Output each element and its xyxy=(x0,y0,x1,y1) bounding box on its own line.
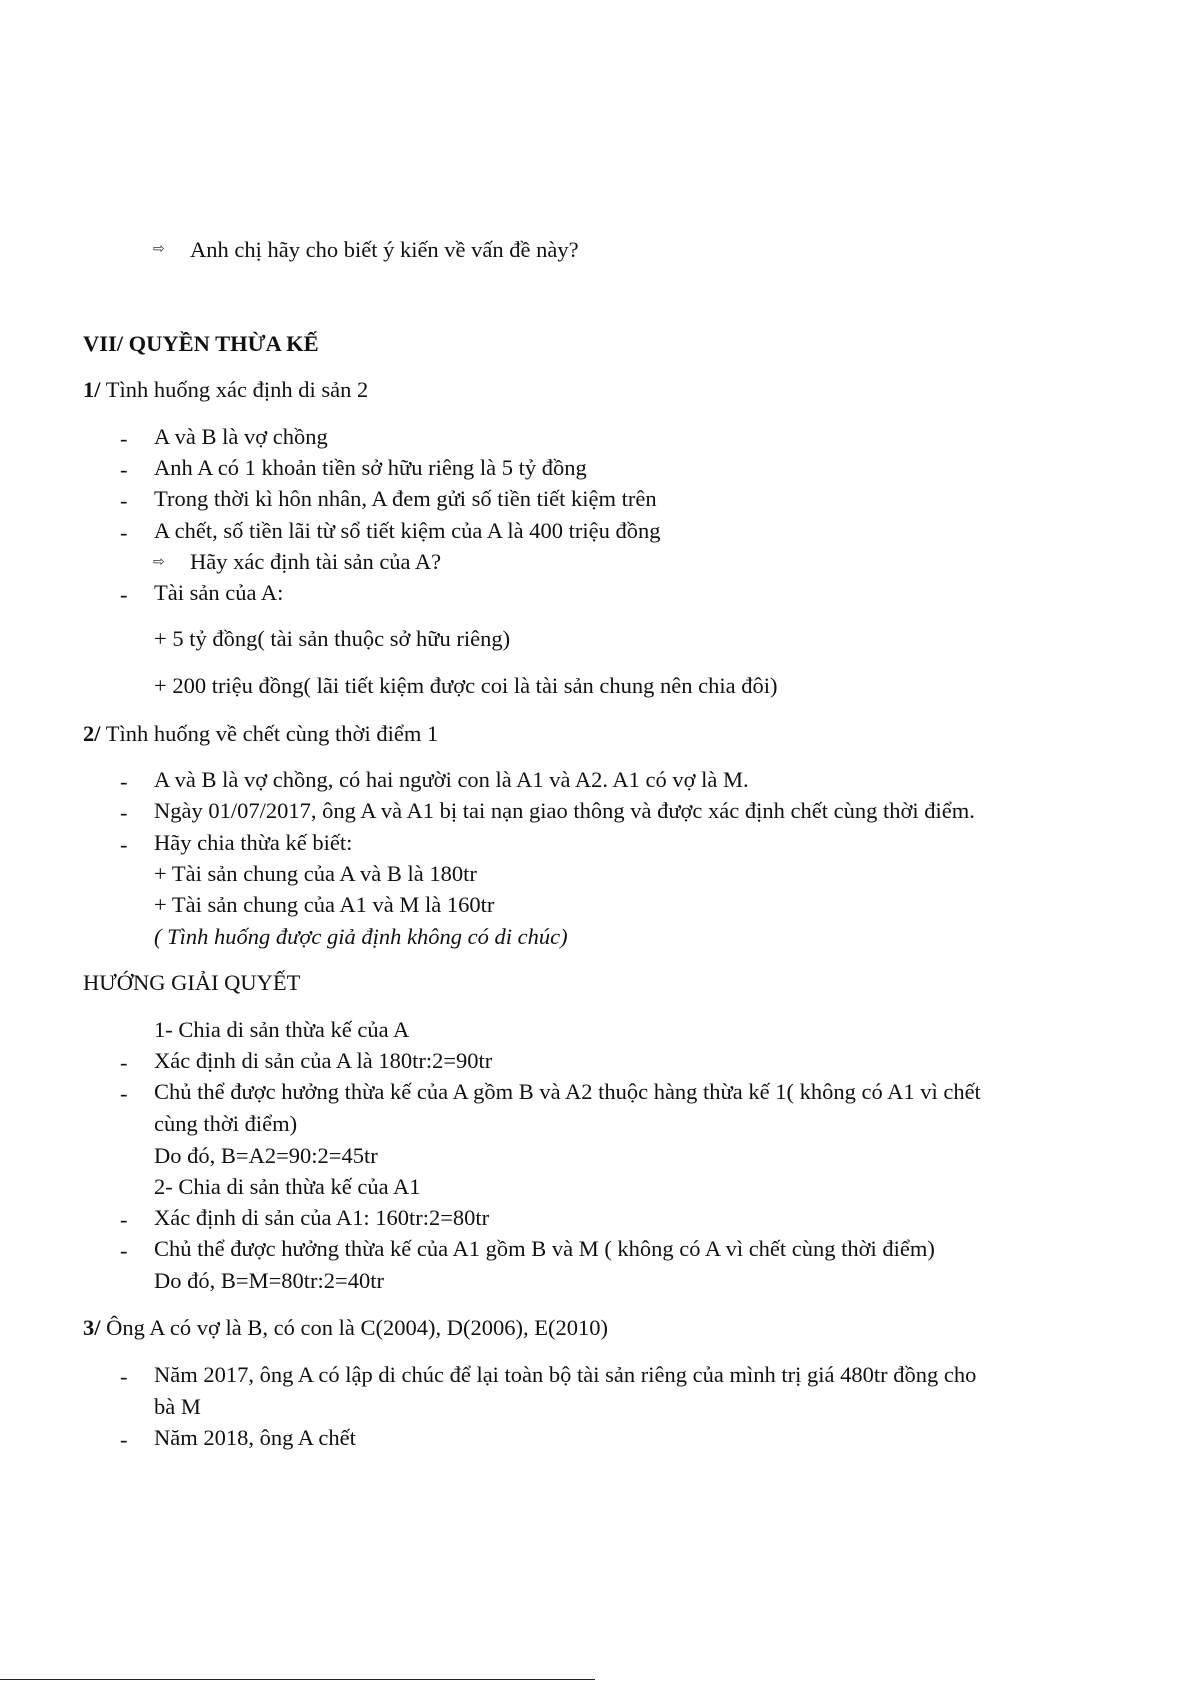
solution-heading: HƯỚNG GIẢI QUYẾT xyxy=(83,970,301,995)
solution-part2-title: 2- Chia di sản thừa kế của A1 xyxy=(154,1174,421,1199)
case1-answer-line: + 200 triệu đồng( lãi tiết kiệm được coi là tài sản chung nên chia đôi) xyxy=(154,673,778,698)
case1-answer-line: + 5 tỷ đồng( tài sản thuộc sở hữu riêng) xyxy=(154,626,511,651)
case2-sub-line: + Tài sản chung của A và B là 180tr xyxy=(154,861,477,886)
solution-part2-item: Do đó, B=M=80tr:2=40tr xyxy=(154,1268,384,1293)
solution-part1-item: Chủ thể được hưởng thừa kế của A gồm B và A2 thuộc hàng thừa kế 1( không có A1 vì chết xyxy=(154,1079,981,1104)
case1-answer-label: Tài sản của A: xyxy=(154,580,284,605)
bullet-dash: - xyxy=(120,1050,128,1075)
bullet-dash: - xyxy=(120,488,128,513)
bullet-dash: - xyxy=(120,582,128,607)
case1-item: Anh A có 1 khoản tiền sở hữu riêng là 5 tỷ đồng xyxy=(154,455,587,480)
bullet-dash: - xyxy=(120,1081,128,1106)
bullet-dash: - xyxy=(120,457,128,482)
case1-item: A chết, số tiền lãi từ sổ tiết kiệm của A là 400 triệu đồng xyxy=(154,518,661,543)
solution-part1-item: Xác định di sản của A là 180tr:2=90tr xyxy=(154,1048,493,1073)
case3-item: bà M xyxy=(154,1394,201,1419)
solution-part2-item: Xác định di sản của A1: 160tr:2=80tr xyxy=(154,1205,490,1230)
case2-title: 2/ Tình huống về chết cùng thời điểm 1 xyxy=(83,721,439,746)
case1-item: A và B là vợ chồng xyxy=(154,424,328,449)
case2-item: A và B là vợ chồng, có hai người con là A1 và A2. A1 có vợ là M. xyxy=(154,767,749,792)
arrow-right-outline-icon: ⇨ xyxy=(153,554,165,570)
bullet-dash: - xyxy=(120,832,128,857)
case2-sub-line: + Tài sản chung của A1 và M là 160tr xyxy=(154,892,495,917)
bullet-dash: - xyxy=(120,1207,128,1232)
case2-note: ( Tình huống được giả định không có di chúc) xyxy=(154,924,568,949)
solution-part1-item: Do đó, B=A2=90:2=45tr xyxy=(154,1143,378,1168)
solution-part1-title: 1- Chia di sản thừa kế của A xyxy=(154,1017,410,1042)
case1-title: 1/ Tình huống xác định di sản 2 xyxy=(83,377,369,402)
bullet-dash: - xyxy=(120,800,128,825)
bullet-dash: - xyxy=(120,769,128,794)
case3-title: 3/ Ông A có vợ là B, có con là C(2004), D(2006), E(2010) xyxy=(83,1315,608,1340)
case2-item: Ngày 01/07/2017, ông A và A1 bị tai nạn giao thông và được xác định chết cùng thời điểm. xyxy=(154,798,975,823)
case1-question: Hãy xác định tài sản của A? xyxy=(190,549,442,574)
arrow-right-outline-icon: ⇨ xyxy=(153,241,165,257)
bullet-dash: - xyxy=(120,1427,128,1452)
bullet-dash: - xyxy=(120,1364,128,1389)
intro-question: Anh chị hãy cho biết ý kiến về vấn đề này? xyxy=(190,237,579,262)
section-heading: VII/ QUYỀN THỪA KẾ xyxy=(83,331,319,356)
footer-divider xyxy=(0,1679,595,1680)
solution-part2-item: Chủ thể được hưởng thừa kế của A1 gồm B và M ( không có A vì chết cùng thời điểm) xyxy=(154,1236,935,1261)
bullet-dash: - xyxy=(120,1238,128,1263)
case3-item: Năm 2018, ông A chết xyxy=(154,1425,356,1450)
case2-item: Hãy chia thừa kế biết: xyxy=(154,830,353,855)
bullet-dash: - xyxy=(120,520,128,545)
case1-item: Trong thời kì hôn nhân, A đem gửi số tiền tiết kiệm trên xyxy=(154,486,657,511)
case3-item: Năm 2017, ông A có lập di chúc để lại toàn bộ tài sản riêng của mình trị giá 480tr đồng cho xyxy=(154,1362,977,1387)
solution-part1-item: cùng thời điểm) xyxy=(154,1111,298,1136)
bullet-dash: - xyxy=(120,426,128,451)
